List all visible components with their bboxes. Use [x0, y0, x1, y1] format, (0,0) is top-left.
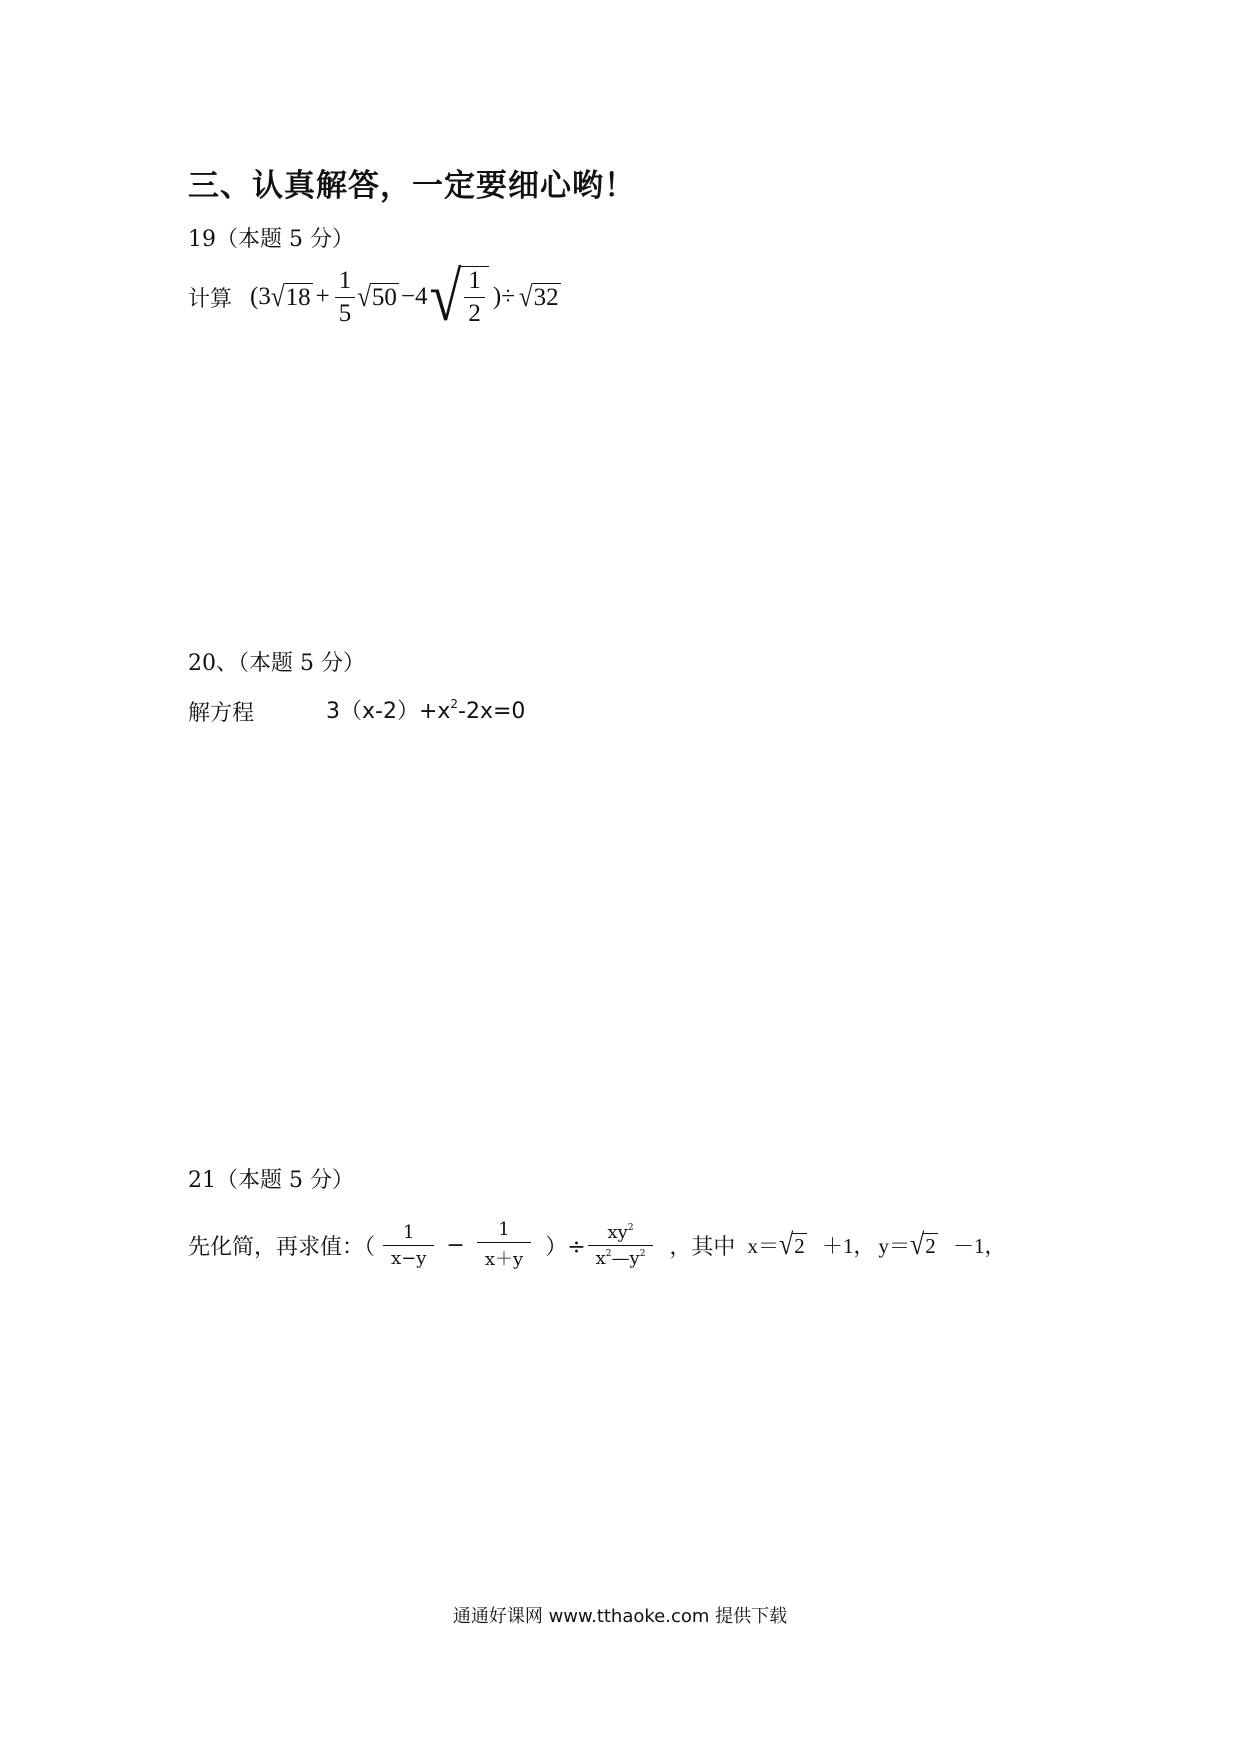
sqrt-one-half: √ $\frac{1}{2}$: [430, 266, 489, 328]
y-value: y＝√2 －1，: [878, 1227, 1006, 1262]
question-21-prompt: 先化简，再求值：（: [188, 1234, 376, 1260]
sqrt-2-y: √2: [909, 1227, 936, 1262]
sqrt-18: √18: [270, 281, 311, 313]
question-20-prompt: 解方程: [188, 701, 255, 726]
section-title: 三、认真解答，一定要细心哟！: [188, 168, 636, 204]
question-19-prompt: 计算: [188, 286, 233, 312]
question-21-header: 21（本题 5 分）: [188, 1168, 354, 1193]
question-19-body: [188, 252, 561, 342]
close-divide: ）÷: [545, 1234, 586, 1260]
minus-sign: −: [446, 1232, 465, 1258]
question-19-expression: [250, 257, 561, 336]
fraction-one-fifth: $\frac{1}{5}$: [335, 267, 356, 328]
fraction-xy2-over-x2-y2: $\frac{xy^2}{x^2—y^2}$: [588, 1220, 654, 1271]
x-value: x＝√2 ＋1，: [747, 1227, 875, 1262]
sqrt-32: √32: [518, 281, 559, 313]
fraction-1-over-x-minus-y: $\frac{1}{x-y}$: [383, 1220, 434, 1271]
where-label: ，其中: [669, 1234, 736, 1260]
fraction-one-half: $\frac{1}{2}$: [464, 267, 485, 328]
fraction-1-over-x-plus-y: $\frac{1}{x+y}$: [477, 1217, 531, 1273]
question-20-header: 20、（本题 5 分）: [188, 651, 365, 676]
question-21-body: [188, 1200, 1006, 1290]
expr-close-divide: )÷: [492, 283, 515, 310]
sqrt-2-x: √2: [778, 1227, 805, 1262]
sqrt-50: √50: [357, 281, 397, 313]
question-20-equation: $3(x-2)+x^2-2x=0$: [326, 697, 526, 724]
expr-minus-four: −4: [400, 283, 428, 310]
expr-open: (3: [250, 283, 271, 310]
question-19-header: 19（本题 5 分）: [188, 227, 354, 252]
footer-credit: 通通好课网 www.tthaoke.com 提供下载: [452, 1606, 788, 1627]
expr-plus: +: [315, 283, 330, 310]
